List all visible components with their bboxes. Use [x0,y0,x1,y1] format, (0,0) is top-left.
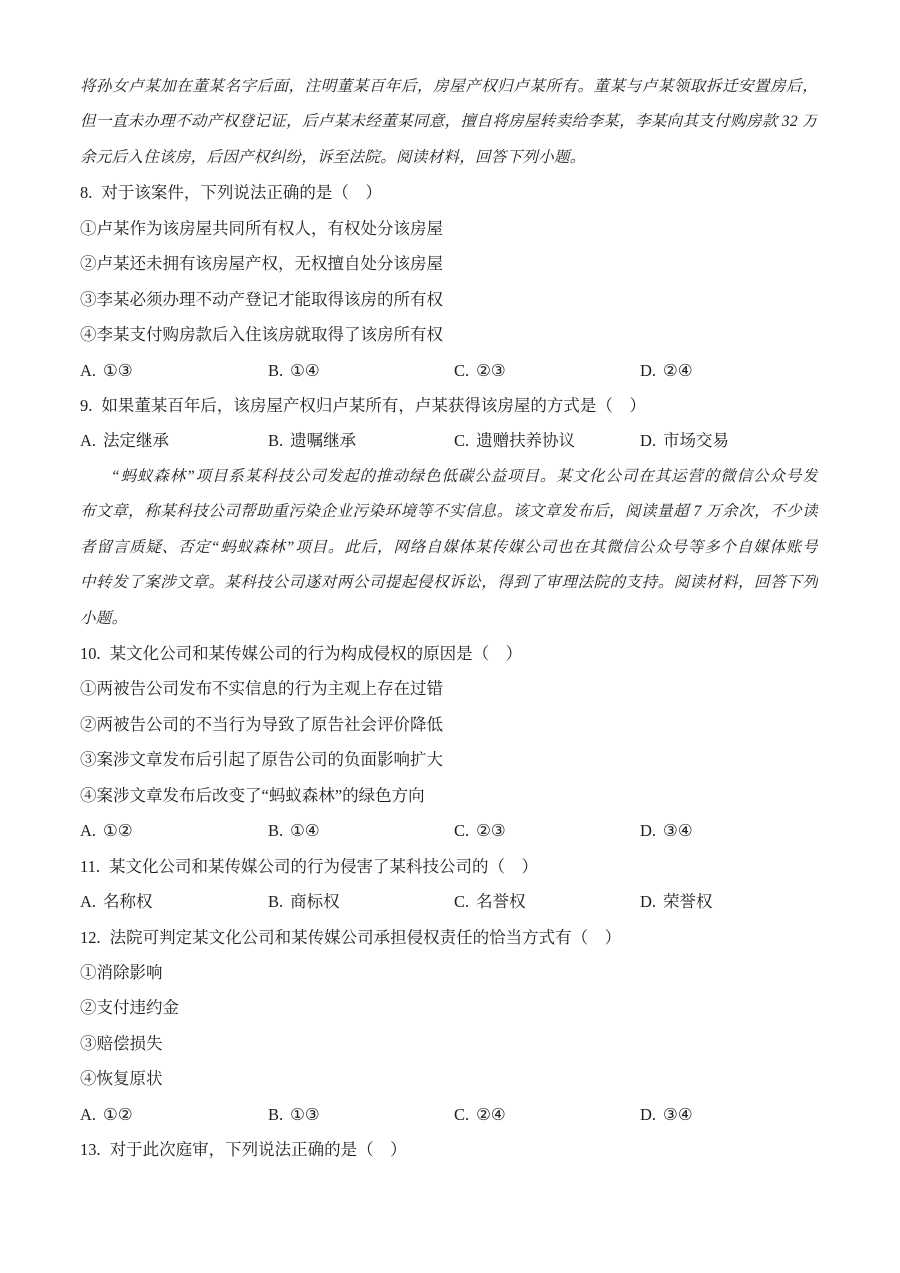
option-label: D. [640,1104,657,1124]
option-text: 商标权 [290,892,340,912]
option-a [80,884,268,919]
option-label: B. [268,821,284,841]
option-text: 名称权 [103,892,153,912]
question-item: ①消除影响 [80,962,163,982]
material-line: 布文章，称某科技公司帮助重污染企业污染环境等不实信息。该文章发布后，阅读量超 7 万余次，不少读 [80,503,818,521]
material-line: “蚂蚁森林”项目系某科技公司发起的推动绿色低碳公益项目。某文化公司在其运营的微信公众号发 [111,467,818,485]
option-label: A. [80,360,97,380]
option-label: C. [454,1104,470,1124]
question-stem-text: 法院可判定某文化公司和某传媒公司承担侵权责任的恰当方式有（ ） [109,927,622,947]
question-stem-text: 如果董某百年后，该房屋产权归卢某所有，卢某获得该房屋的方式是（ ） [101,395,646,415]
option-d [640,423,818,458]
material-line: 者留言质疑、否定“蚂蚁森林”项目。此后，网络自媒体某传媒公司也在其微信公众号等多个自媒体账号 [80,538,818,556]
option-text: ①④ [290,360,320,380]
question-block [80,636,818,849]
question-item: ②两被告公司的不当行为导致了原告社会评价降低 [80,714,443,734]
material-line: 中转发了案涉文章。某科技公司遂对两公司提起侵权诉讼，得到了审理法院的支持。阅读材料，回答下列 [80,574,818,592]
question-item: ③李某必须办理不动产登记才能取得该房的所有权 [80,289,443,309]
question-stem-text: 对于此次庭审，下列说法正确的是（ ） [109,1140,407,1160]
option-a [80,813,268,848]
question-stem [80,388,818,423]
option-text: 遗嘱继承 [290,431,357,451]
question-item: ②卢某还未拥有该房屋产权，无权擅自处分该房屋 [80,254,443,274]
option-label: C. [454,892,470,912]
question-item: ④恢复原状 [80,1069,163,1089]
option-label: C. [454,821,470,841]
option-label: D. [640,360,657,380]
option-label: B. [268,360,284,380]
option-b [268,884,454,919]
option-d [640,813,818,848]
option-b [268,1097,454,1132]
options-row [80,884,818,919]
question-number: 8. [80,183,93,203]
option-text: ③④ [663,1104,693,1124]
question-stem [80,920,818,955]
document-content [80,69,818,1168]
option-label: A. [80,1104,97,1124]
question-stem [80,175,818,210]
option-text: ①③ [103,360,133,380]
material-line: 余元后入住该房，后因产权纠纷，诉至法院。阅读材料，回答下列小题。 [80,148,586,166]
question-item: ④案涉文章发布后改变了“蚂蚁森林”的绿色方向 [80,785,425,805]
option-label: B. [268,431,284,451]
question-block [80,849,818,920]
option-label: D. [640,431,657,451]
question-stem [80,1132,818,1167]
option-text: ①② [103,821,133,841]
question-item: ④李某支付购房款后入住该房就取得了该房所有权 [80,325,443,345]
question-block [80,388,818,459]
option-c [454,884,640,919]
option-c [454,353,640,388]
question-number: 11. [80,856,101,876]
option-text: ①④ [290,821,320,841]
option-text: 市场交易 [663,431,730,451]
question-item: ③案涉文章发布后引起了原告公司的负面影响扩大 [80,750,443,770]
option-text: ②③ [476,360,506,380]
option-text: 法定继承 [103,431,170,451]
question-item: ②支付违约金 [80,998,179,1018]
option-label: C. [454,360,470,380]
option-text: ②③ [476,821,506,841]
option-label: D. [640,821,657,841]
option-d [640,1097,818,1132]
question-stem [80,636,818,671]
option-label: B. [268,1104,284,1124]
options-row [80,1097,818,1132]
option-b [268,813,454,848]
option-text: 遗赠扶养协议 [476,431,576,451]
option-b [268,423,454,458]
option-text: 荣誉权 [663,892,713,912]
option-label: C. [454,431,470,451]
option-text: 名誉权 [476,892,526,912]
question-item: ①卢某作为该房屋共同所有权人，有权处分该房屋 [80,218,443,238]
option-text: ③④ [663,821,693,841]
option-label: A. [80,431,97,451]
option-text: ①② [103,1104,133,1124]
option-label: A. [80,821,97,841]
material-paragraph [80,69,818,175]
question-block [80,1132,818,1167]
option-c [454,423,640,458]
material-line: 小题。 [80,609,128,627]
option-a [80,1097,268,1132]
option-text: ②④ [663,360,693,380]
material-line: 将孙女卢某加在董某名字后面，注明董某百年后，房屋产权归卢某所有。董某与卢某领取拆迁安置房后， [80,78,818,95]
question-item: ①两被告公司发布不实信息的行为主观上存在过错 [80,679,443,699]
option-label: B. [268,892,284,912]
material-line: 但一直未办理不动产权登记证，后卢某未经董某同意，擅自将房屋转卖给李某，李某向其支付购房款 32 万 [80,113,818,131]
option-b [268,353,454,388]
question-number: 9. [80,395,93,415]
material-paragraph [80,459,818,636]
option-c [454,813,640,848]
question-block [80,920,818,1133]
option-d [640,353,818,388]
options-row [80,813,818,848]
option-text: ①③ [290,1104,320,1124]
option-label: D. [640,892,657,912]
option-a [80,423,268,458]
option-text: ②④ [476,1104,506,1124]
options-row [80,353,818,388]
option-d [640,884,818,919]
question-number: 12. [80,927,101,947]
question-item: ③赔偿损失 [80,1033,163,1053]
option-label: A. [80,892,97,912]
question-block [80,175,818,388]
option-a [80,353,268,388]
question-stem-text: 某文化公司和某传媒公司的行为构成侵权的原因是（ ） [109,644,523,663]
options-row [80,423,818,458]
question-number: 10. [80,644,101,663]
option-c [454,1097,640,1132]
question-stem-text: 对于该案件，下列说法正确的是（ ） [101,183,382,203]
question-stem-text: 某文化公司和某传媒公司的行为侵害了某科技公司的（ ） [109,856,539,876]
question-number: 13. [80,1140,101,1160]
question-stem [80,849,818,884]
